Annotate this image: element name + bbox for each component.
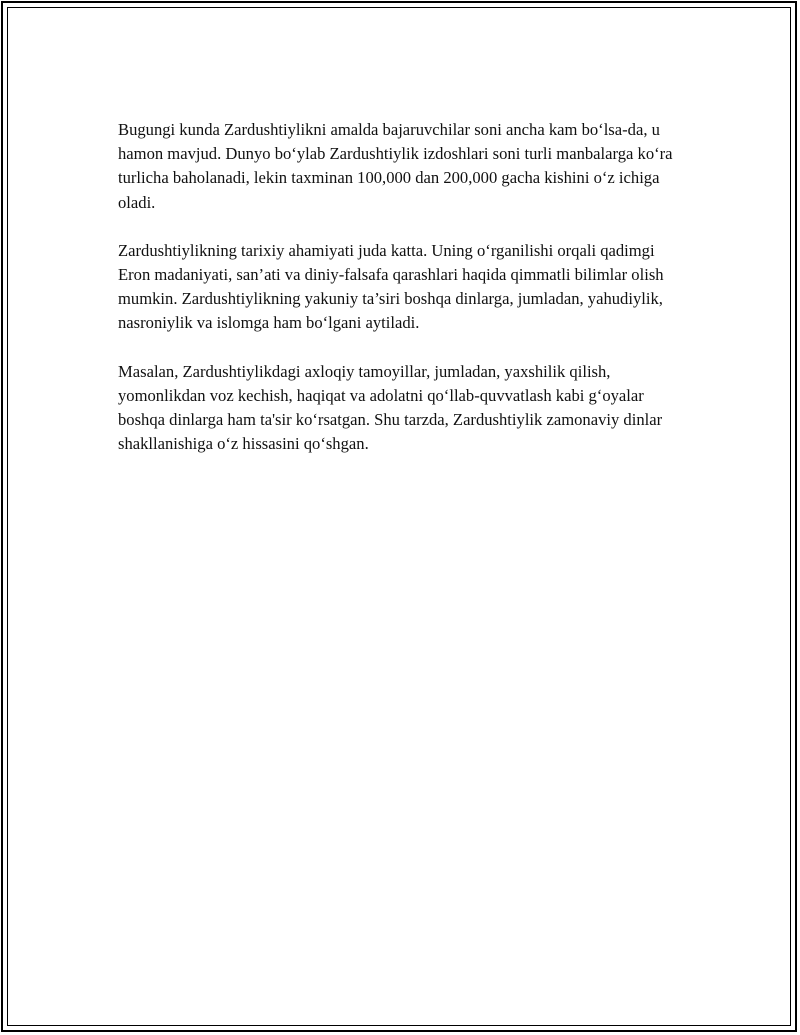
paragraph-2: Zardushtiylikning tarixiy ahamiyati juda katta. Uning o‘rganilishi orqali qadimgi Eron madaniyati, san’ati va diniy-falsafa qarashlari haqida qimmatli bilimlar olish mumkin. Zardushtiylikning yakuniy ta’siri boshqa dinlarga, jumladan, yahudiylik, nasroniylik va islomga ham bo‘lgani aytiladi. xyxy=(118,240,664,333)
paragraph-3: Masalan, Zardushtiylikdagi axloqiy tamoyillar, jumladan, yaxshilik qilish, yomonlikdan voz kechish, haqiqat va adolatni qo‘llab-quvvatlash kabi g‘oyalar boshqa dinlarga ham ta'sir ko‘rsatgan. Shu tarzda, Zardushtiylik zamonaviy dinlar shakllanishiga o‘z hissasini qo‘shgan. xyxy=(118,361,663,454)
paragraph-1: Bugungi kunda Zardushtiylikni amalda bajaruvchilar soni ancha kam bo‘lsa-da, u hamon mavjud. Dunyo bo‘ylab Zardushtiylik izdoshlari soni turli manbalarga ko‘ra turlicha baholanadi, lekin taxminan 100,000 dan 200,000 gacha kishini o‘z ichiga oladi. xyxy=(118,120,673,212)
document-body xyxy=(118,118,678,480)
